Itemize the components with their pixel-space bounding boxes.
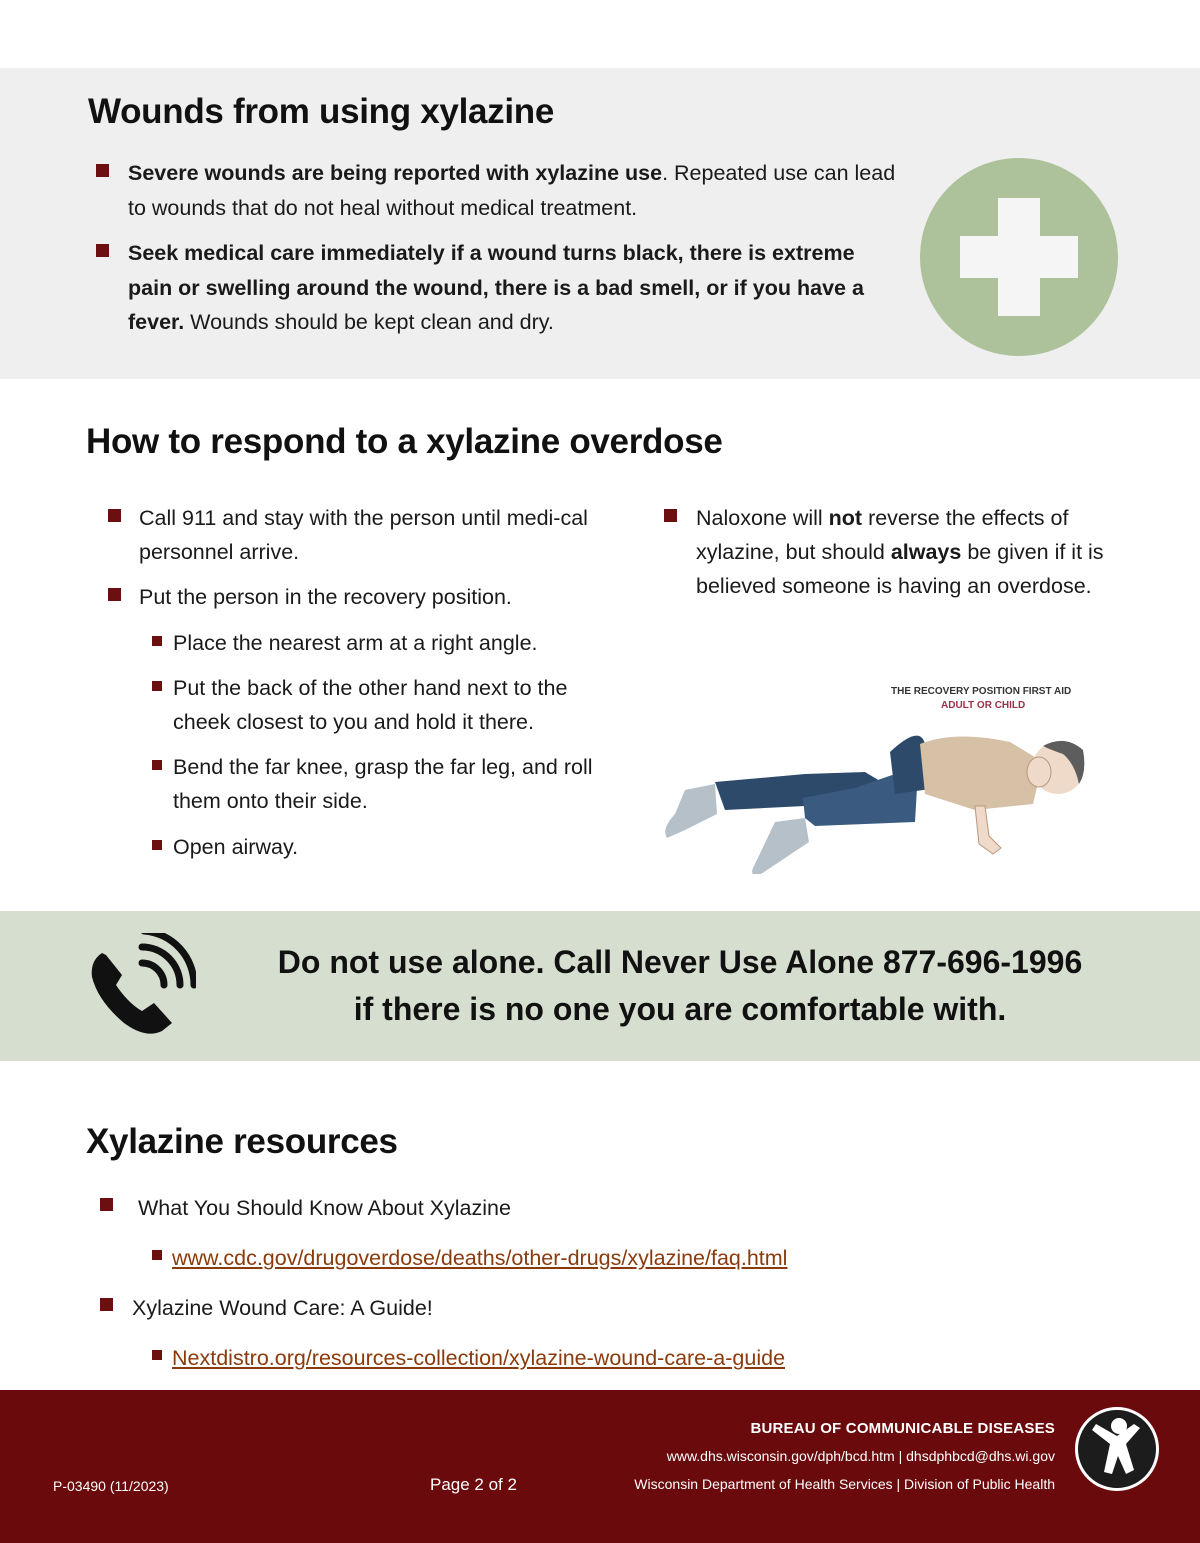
bullet-square-icon bbox=[152, 840, 162, 850]
step-recovery-position: Put the person in the recovery position. bbox=[139, 585, 512, 610]
substep-airway: Open airway. bbox=[173, 834, 299, 859]
list-item bbox=[152, 626, 628, 660]
step-call-911: Call 911 and stay with the person until medi-cal personnel arrive. bbox=[139, 506, 588, 565]
substep-knee: Bend the far knee, grasp the far leg, and roll them onto their side. bbox=[173, 755, 593, 814]
recovery-position-illustration bbox=[655, 714, 1095, 874]
overdose-heading: How to respond to a xylazine overdose bbox=[86, 422, 723, 461]
medical-plus-icon bbox=[920, 158, 1118, 356]
banner-line-1: Do not use alone. Call Never Use Alone 877-696-1996 bbox=[277, 944, 1083, 980]
bullet-square-icon bbox=[96, 164, 109, 177]
cdc-link[interactable]: www.cdc.gov/drugoverdose/deaths/other-drugs/xylazine/faq.html bbox=[172, 1246, 788, 1270]
figure-title: THE RECOVERY POSITION FIRST AID bbox=[891, 686, 1072, 697]
overdose-steps-list bbox=[108, 501, 628, 875]
resources-list bbox=[100, 1190, 1000, 1390]
list-item bbox=[100, 1290, 1000, 1340]
bullet-square-icon bbox=[100, 1298, 113, 1311]
list-item bbox=[152, 830, 628, 864]
footer-contact[interactable]: www.dhs.wisconsin.gov/dph/bcd.htm | dhsdphbcd@dhs.wi.gov bbox=[666, 1448, 1055, 1464]
dhs-logo-icon bbox=[1075, 1407, 1159, 1491]
bullet-square-icon bbox=[108, 588, 121, 601]
wounds-item1-bold: Severe wounds are being reported with xylazine use bbox=[128, 161, 663, 185]
figure-subtitle: ADULT OR CHILD bbox=[941, 700, 1026, 711]
recovery-position-figure bbox=[655, 684, 1095, 874]
bullet-square-icon bbox=[100, 1198, 113, 1211]
bullet-square-icon bbox=[152, 1250, 162, 1260]
bullet-square-icon bbox=[152, 1350, 162, 1360]
list-item bbox=[100, 1340, 1000, 1390]
resource-item-wound-care: Xylazine Wound Care: A Guide! bbox=[132, 1296, 433, 1320]
naloxone-text-e: be given if it is believed someone is having an overdose. bbox=[696, 540, 1104, 599]
nextdistro-link[interactable]: Nextdistro.org/resources-collection/xylazine-wound-care-a-guide bbox=[172, 1346, 786, 1370]
resources-heading: Xylazine resources bbox=[86, 1122, 398, 1161]
bullet-square-icon bbox=[108, 509, 121, 522]
footer-bureau: BUREAU OF COMMUNICABLE DISEASES bbox=[750, 1420, 1055, 1437]
footer-page-number: Page 2 of 2 bbox=[430, 1475, 517, 1494]
list-item bbox=[96, 156, 896, 225]
bullet-square-icon bbox=[152, 636, 162, 646]
bullet-square-icon bbox=[152, 760, 162, 770]
wounds-section bbox=[0, 68, 1200, 379]
list-item bbox=[108, 580, 628, 614]
never-use-alone-banner bbox=[0, 911, 1200, 1061]
footer-department: Wisconsin Department of Health Services | Division of Public Health bbox=[634, 1476, 1055, 1492]
wounds-item1-text: . Repeated use can lead to wounds that do not heal without medical treatment. bbox=[128, 161, 896, 220]
list-item bbox=[100, 1190, 1000, 1240]
naloxone-text-c: reverse the effects of xylazine, but should bbox=[696, 506, 1069, 565]
page-footer bbox=[0, 1390, 1200, 1543]
naloxone-text-always: always bbox=[890, 540, 962, 565]
banner-message bbox=[200, 939, 1160, 1033]
list-item bbox=[152, 750, 628, 818]
list-item bbox=[100, 1240, 1000, 1290]
footer-publication-code: P-03490 (11/2023) bbox=[53, 1478, 169, 1494]
wounds-item2-bold: Seek medical care immediately if a wound turns black, there is extreme pain or swelling around the wound, there is a bad smell, or if you have a fever. bbox=[128, 241, 864, 334]
phone-ringing-icon bbox=[84, 933, 196, 1037]
naloxone-text-a: Naloxone will bbox=[696, 506, 829, 530]
bullet-square-icon bbox=[152, 681, 162, 691]
list-item bbox=[96, 236, 896, 340]
wounds-item2-text: Wounds should be kept clean and dry. bbox=[184, 310, 554, 334]
list-item bbox=[664, 501, 1104, 604]
banner-line-2: if there is no one you are comfortable with. bbox=[353, 991, 1007, 1027]
wounds-list bbox=[96, 156, 896, 351]
naloxone-text-not: not bbox=[828, 506, 863, 530]
substep-arm: Place the nearest arm at a right angle. bbox=[173, 630, 538, 655]
wounds-heading: Wounds from using xylazine bbox=[88, 92, 555, 131]
resource-item-cdc: What You Should Know About Xylazine bbox=[138, 1196, 511, 1220]
substep-hand: Put the back of the other hand next to the cheek closest to you and hold it there. bbox=[173, 675, 568, 735]
bullet-square-icon bbox=[664, 509, 677, 522]
naloxone-list bbox=[664, 501, 1104, 604]
bullet-square-icon bbox=[96, 244, 109, 257]
list-item bbox=[108, 501, 628, 569]
list-item bbox=[152, 671, 628, 739]
